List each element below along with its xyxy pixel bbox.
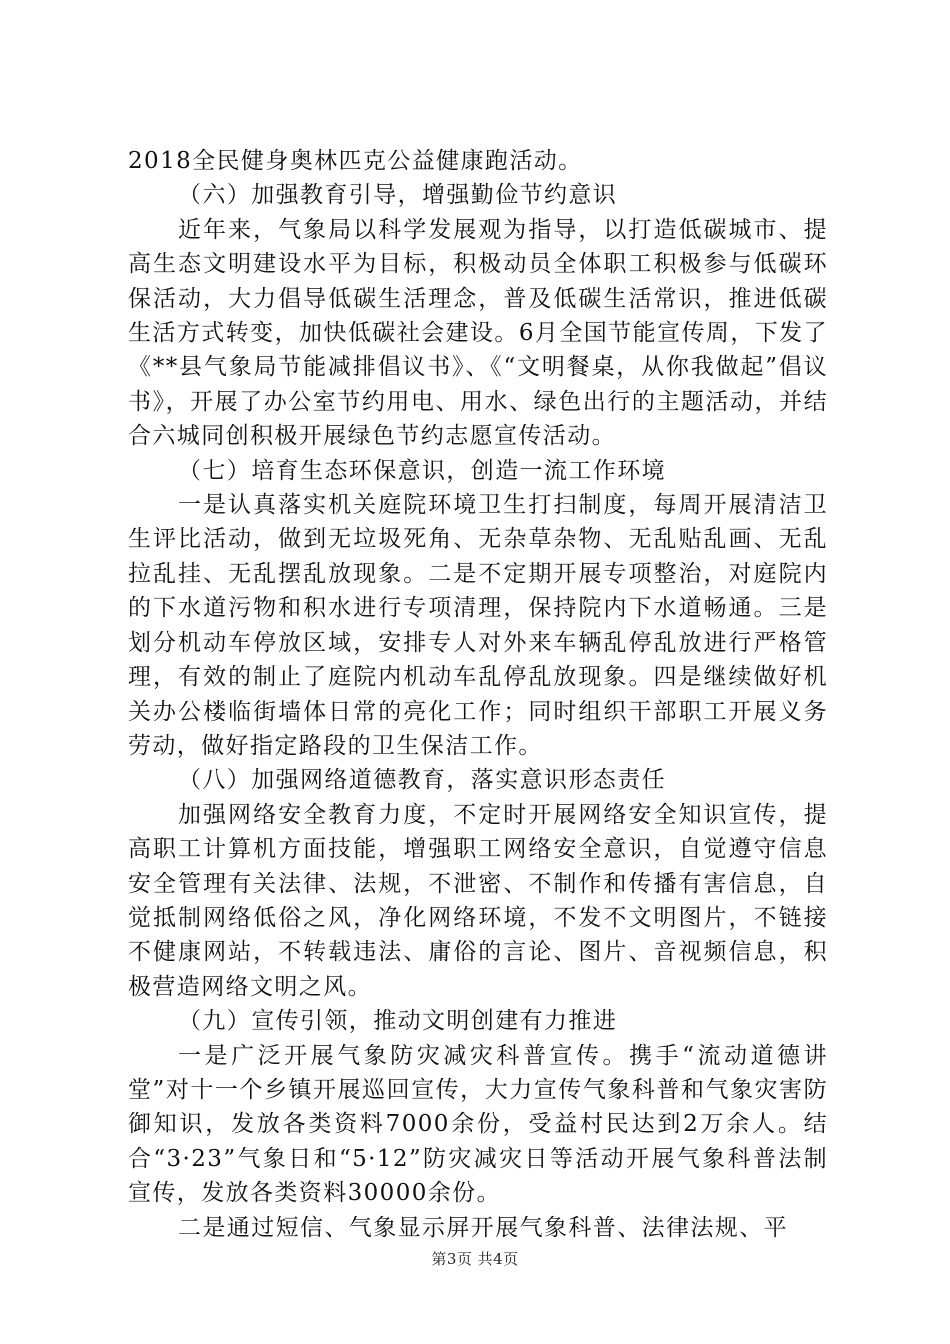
- page-footer: [0, 1248, 950, 1269]
- page-number-label: 第3页 共4页: [431, 1250, 519, 1268]
- section-heading-9: （九）宣传引领，推动文明创建有力推进: [178, 1008, 618, 1035]
- paragraph-body: 二是通过短信、气象显示屏开展气象科普、法律法规、平: [178, 1214, 788, 1241]
- paragraph-body: 一是广泛开展气象防灾减灾科普宣传。携手“流动道德讲堂”对十一个乡镇开展巡回宣传，大力宣传气象科普和气象灾害防御知识，发放各类资料7000余份，受益村民达到2万余人。结合“3·23”气象日和“5·12”防灾减灾日等活动开展气象科普法制宣传，发放各类资料30000余份。: [128, 1042, 828, 1207]
- section-heading-7: （七）培育生态环保意识，创造一流工作环境: [178, 457, 666, 484]
- document-body: [128, 144, 828, 1245]
- paragraph-body: 近年来，气象局以科学发展观为指导，以打造低碳城市、提高生态文明建设水平为目标，积极动员全体职工积极参与低碳环保活动，大力倡导低碳生活理念，普及低碳生活常识，推进低碳生活方式转变，加快低碳社会建设。6月全国节能宣传周，下发了《**县气象局节能减排倡议书》、《“文明餐桌，从你我做起”倡议书》，开展了办公室节约用电、用水、绿色出行的主题活动，并结合六城同创积极开展绿色节约志愿宣传活动。: [128, 216, 828, 450]
- paragraph-body: 一是认真落实机关庭院环境卫生打扫制度，每周开展清洁卫生评比活动，做到无垃圾死角、无杂草杂物、无乱贴乱画、无乱拉乱挂、无乱摆乱放现象。二是不定期开展专项整治，对庭院内的下水道污物和积水进行专项清理，保持院内下水道畅通。三是划分机动车停放区域，安排专人对外来车辆乱停乱放进行严格管理，有效的制止了庭院内机动车乱停乱放现象。四是继续做好机关办公楼临街墙体日常的亮化工作；同时组织干部职工开展义务劳动，做好指定路段的卫生保洁工作。: [128, 492, 828, 759]
- section-heading-8: （八）加强网络道德教育，落实意识形态责任: [178, 767, 666, 794]
- paragraph-body: 加强网络安全教育力度，不定时开展网络安全知识宣传，提高职工计算机方面技能，增强职工网络安全意识，自觉遵守信息安全管理有关法律、法规，不泄密、不制作和传播有害信息，自觉抵制网络低俗之风，净化网络环境，不发不文明图片，不链接不健康网站，不转载违法、庸俗的言论、图片、音视频信息，积极营造网络文明之风。: [128, 801, 828, 1000]
- paragraph-continuation: 2018全民健身奥林匹克公益健康跑活动。: [128, 148, 583, 174]
- section-heading-6: （六）加强教育引导，增强勤俭节约意识: [178, 182, 618, 209]
